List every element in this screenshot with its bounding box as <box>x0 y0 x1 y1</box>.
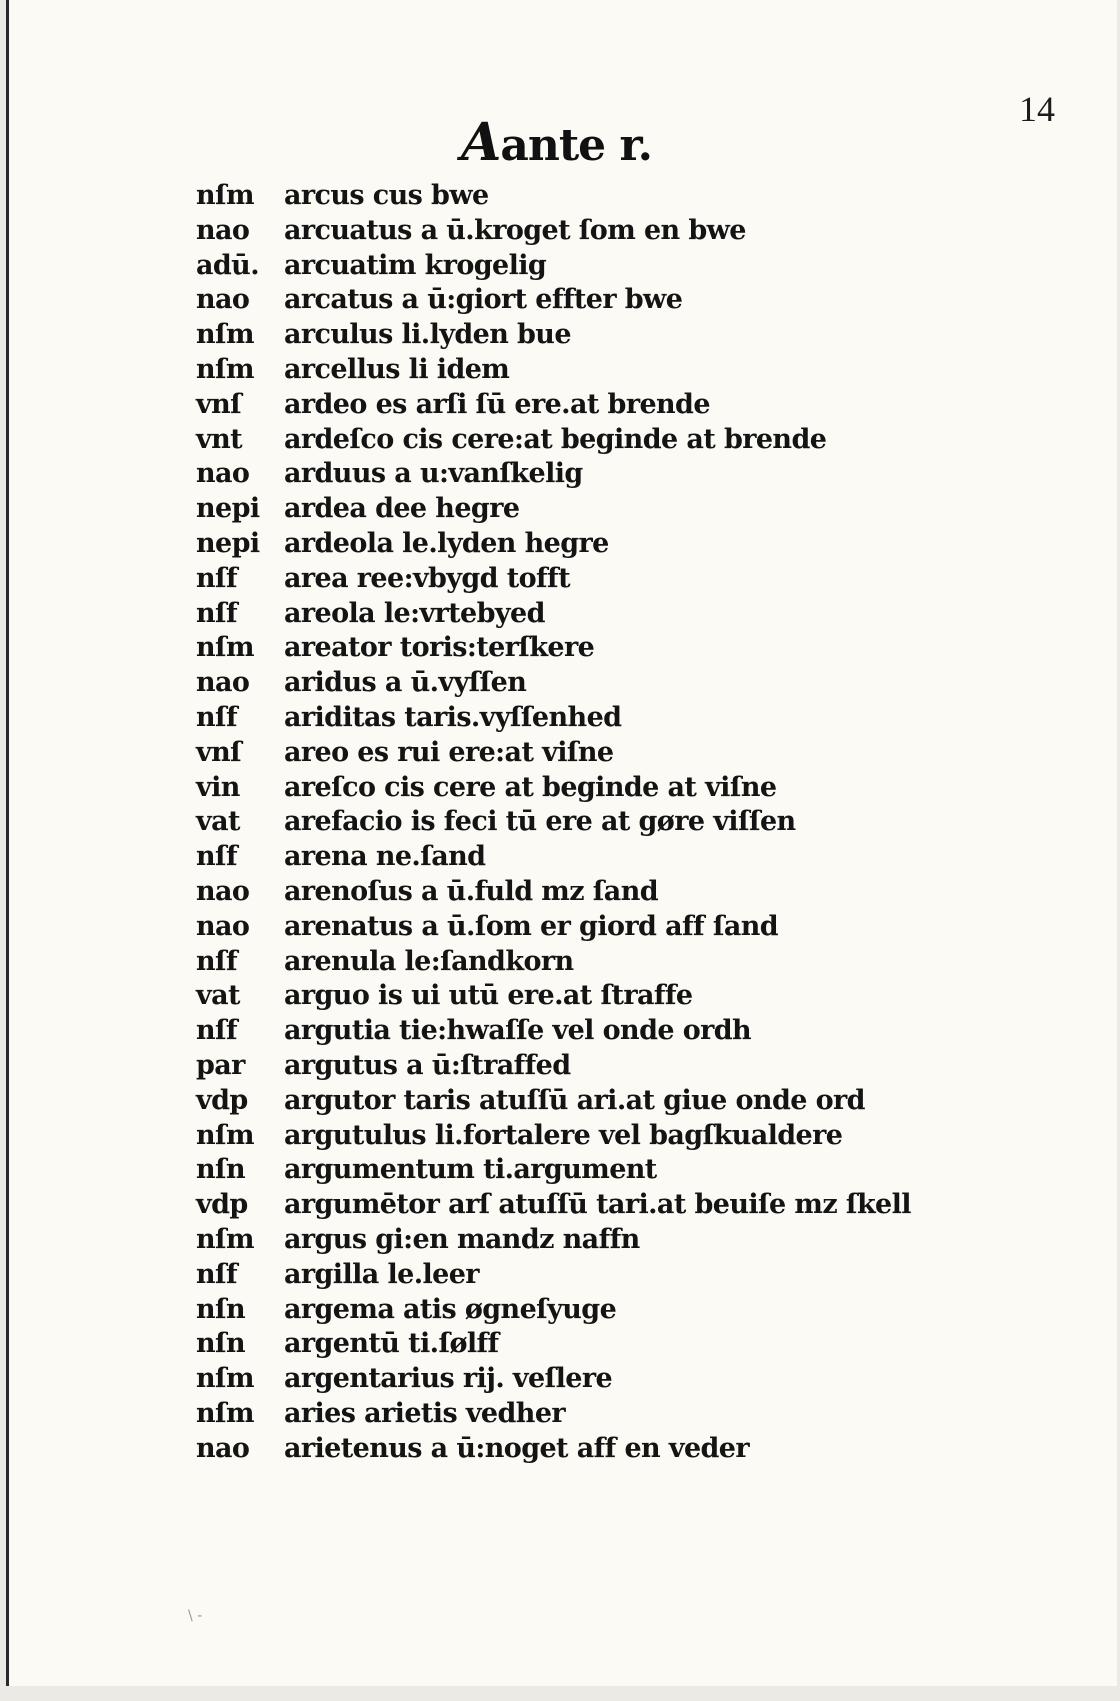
dictionary-entry <box>196 1154 1076 1189</box>
grammar-abbreviation: nſf <box>196 597 238 629</box>
grammar-abbreviation: nao <box>196 1432 250 1464</box>
entry-text: arietenus a ū:noget aff en veder <box>284 1432 750 1464</box>
dictionary-entry <box>196 284 1076 319</box>
dictionary-entry <box>196 841 1076 876</box>
grammar-abbreviation: adū. <box>196 249 260 281</box>
grammar-abbreviation: nſf <box>196 562 238 594</box>
dictionary-entry <box>196 528 1076 563</box>
grammar-abbreviation: vdp <box>196 1084 248 1116</box>
dictionary-entry <box>196 1328 1076 1363</box>
entry-text: ardeola le.lyden hegre <box>284 527 609 559</box>
grammar-abbreviation: nſm <box>196 632 255 664</box>
grammar-abbreviation: vnſ <box>196 736 242 768</box>
grammar-abbreviation: nao <box>196 458 250 490</box>
grammar-abbreviation: nepi <box>196 527 260 559</box>
entry-text: areola le:vrtebyed <box>284 597 545 629</box>
entry-text: argutulus li.fortalere vel bagſkualdere <box>284 1119 843 1151</box>
grammar-abbreviation: nſn <box>196 1293 246 1325</box>
dictionary-entry <box>196 772 1076 807</box>
entry-text: arenoſus a ū.fuld mz ſand <box>284 875 659 907</box>
dictionary-entry <box>196 1120 1076 1155</box>
dictionary-entry <box>196 806 1076 841</box>
entry-text: argema atis øgneſyuge <box>284 1293 617 1325</box>
grammar-abbreviation: vat <box>196 980 240 1012</box>
entry-text: arcuatim krogelig <box>284 249 547 281</box>
running-head-rest: ante r. <box>500 120 652 171</box>
grammar-abbreviation: nao <box>196 667 250 699</box>
dictionary-entry <box>196 180 1076 215</box>
grammar-abbreviation: nſf <box>196 945 238 977</box>
dictionary-entry <box>196 389 1076 424</box>
dictionary-entry <box>196 737 1076 772</box>
dictionary-entry <box>196 1015 1076 1050</box>
dictionary-entry <box>196 980 1076 1015</box>
entry-text: areſco cis cere at beginde at viſne <box>284 771 777 803</box>
dictionary-entry <box>196 702 1076 737</box>
grammar-abbreviation: nſf <box>196 1015 238 1047</box>
dictionary-entry <box>196 911 1076 946</box>
entry-text: argentū ti.ſølff <box>284 1328 499 1360</box>
grammar-abbreviation: nſn <box>196 1154 246 1186</box>
dictionary-entry <box>196 1363 1076 1398</box>
entry-text: argutor taris atuſſū ari.at giue onde ord <box>284 1084 865 1116</box>
grammar-abbreviation: nſm <box>196 1363 255 1395</box>
grammar-abbreviation: nſm <box>196 180 255 211</box>
grammar-abbreviation: nſm <box>196 319 255 351</box>
grammar-abbreviation: nſf <box>196 701 238 733</box>
dictionary-entry <box>196 424 1076 459</box>
dictionary-entry-list <box>196 180 1076 1467</box>
entry-text: ardeo es arſi ſū ere.at brende <box>284 388 710 420</box>
entry-text: argilla le.leer <box>284 1258 479 1290</box>
dictionary-entry <box>196 250 1076 285</box>
dictionary-entry <box>196 1050 1076 1085</box>
dictionary-entry <box>196 215 1076 250</box>
entry-text: areo es rui ere:at viſne <box>284 736 614 768</box>
entry-text: arguo is ui utū ere.at ſtraffe <box>284 980 693 1012</box>
running-head-initial: A <box>461 112 501 173</box>
grammar-abbreviation: nſm <box>196 1223 255 1255</box>
grammar-abbreviation: nſm <box>196 353 255 385</box>
entry-text: argumentum ti.argument <box>284 1154 657 1186</box>
entry-text: arcellus li idem <box>284 353 510 385</box>
grammar-abbreviation: nao <box>196 214 250 246</box>
entry-text: argus gi:en mandz naffn <box>284 1223 640 1255</box>
dictionary-entry <box>196 1294 1076 1329</box>
grammar-abbreviation: nepi <box>196 493 260 525</box>
grammar-abbreviation: vnt <box>196 423 242 455</box>
dictionary-entry <box>196 493 1076 528</box>
dictionary-entry <box>196 458 1076 493</box>
entry-text: arena ne.ſand <box>284 841 486 873</box>
grammar-abbreviation: vin <box>196 771 240 803</box>
entry-text: arculus li.lyden bue <box>284 319 571 351</box>
book-page <box>6 0 1117 1686</box>
dictionary-entry <box>196 876 1076 911</box>
entry-text: aridus a ū.vyſſen <box>284 667 527 699</box>
dictionary-entry <box>196 946 1076 981</box>
running-head <box>461 112 652 173</box>
grammar-abbreviation: vdp <box>196 1189 248 1221</box>
grammar-abbreviation: nao <box>196 875 250 907</box>
dictionary-entry <box>196 667 1076 702</box>
grammar-abbreviation: nſf <box>196 841 238 873</box>
entry-text: argutus a ū:ſtraffed <box>284 1049 571 1081</box>
dictionary-entry <box>196 598 1076 633</box>
dictionary-entry <box>196 1224 1076 1259</box>
entry-text: argumētor arſ atuſſū tari.at beuiſe mz ſkell <box>284 1189 911 1221</box>
dictionary-entry <box>196 563 1076 598</box>
entry-text: arenula le:ſandkorn <box>284 945 574 977</box>
page-number: 14 <box>1019 89 1055 129</box>
grammar-abbreviation: par <box>196 1049 245 1081</box>
entry-text: aries arietis vedher <box>284 1397 566 1429</box>
entry-text: arcus cus bwe <box>284 180 489 211</box>
grammar-abbreviation: nſm <box>196 1397 255 1429</box>
entry-text: arduus a u:vanſkelig <box>284 458 583 490</box>
entry-text: arcuatus a ū.kroget ſom en bwe <box>284 214 746 246</box>
dictionary-entry <box>196 1259 1076 1294</box>
grammar-abbreviation: nſm <box>196 1119 255 1151</box>
margin-mark: \ - <box>188 1608 203 1624</box>
dictionary-entry <box>196 632 1076 667</box>
dictionary-entry <box>196 1189 1076 1224</box>
entry-text: arenatus a ū.ſom er giord aff ſand <box>284 910 779 942</box>
entry-text: ardeſco cis cere:at beginde at brende <box>284 423 827 455</box>
entry-text: argutia tie:hwaſſe vel onde ordh <box>284 1015 752 1047</box>
dictionary-entry <box>196 1085 1076 1120</box>
grammar-abbreviation: nao <box>196 284 250 316</box>
entry-text: argentarius rij. veſlere <box>284 1363 613 1395</box>
grammar-abbreviation: vnſ <box>196 388 242 420</box>
dictionary-entry <box>196 1398 1076 1433</box>
entry-text: ardea dee hegre <box>284 493 520 525</box>
dictionary-entry <box>196 319 1076 354</box>
grammar-abbreviation: nao <box>196 910 250 942</box>
entry-text: arefacio is feci tū ere at gøre viſſen <box>284 806 796 838</box>
page-spine-shadow <box>6 0 9 1686</box>
grammar-abbreviation: nſf <box>196 1258 238 1290</box>
entry-text: arcatus a ū:giort effter bwe <box>284 284 683 316</box>
grammar-abbreviation: vat <box>196 806 240 838</box>
entry-text: area ree:vbygd tofft <box>284 562 570 594</box>
entry-text: ariditas taris.vyſſenhed <box>284 701 622 733</box>
grammar-abbreviation: nſn <box>196 1328 246 1360</box>
dictionary-entry <box>196 354 1076 389</box>
entry-text: areator toris:terſkere <box>284 632 595 664</box>
dictionary-entry <box>196 1433 1076 1468</box>
